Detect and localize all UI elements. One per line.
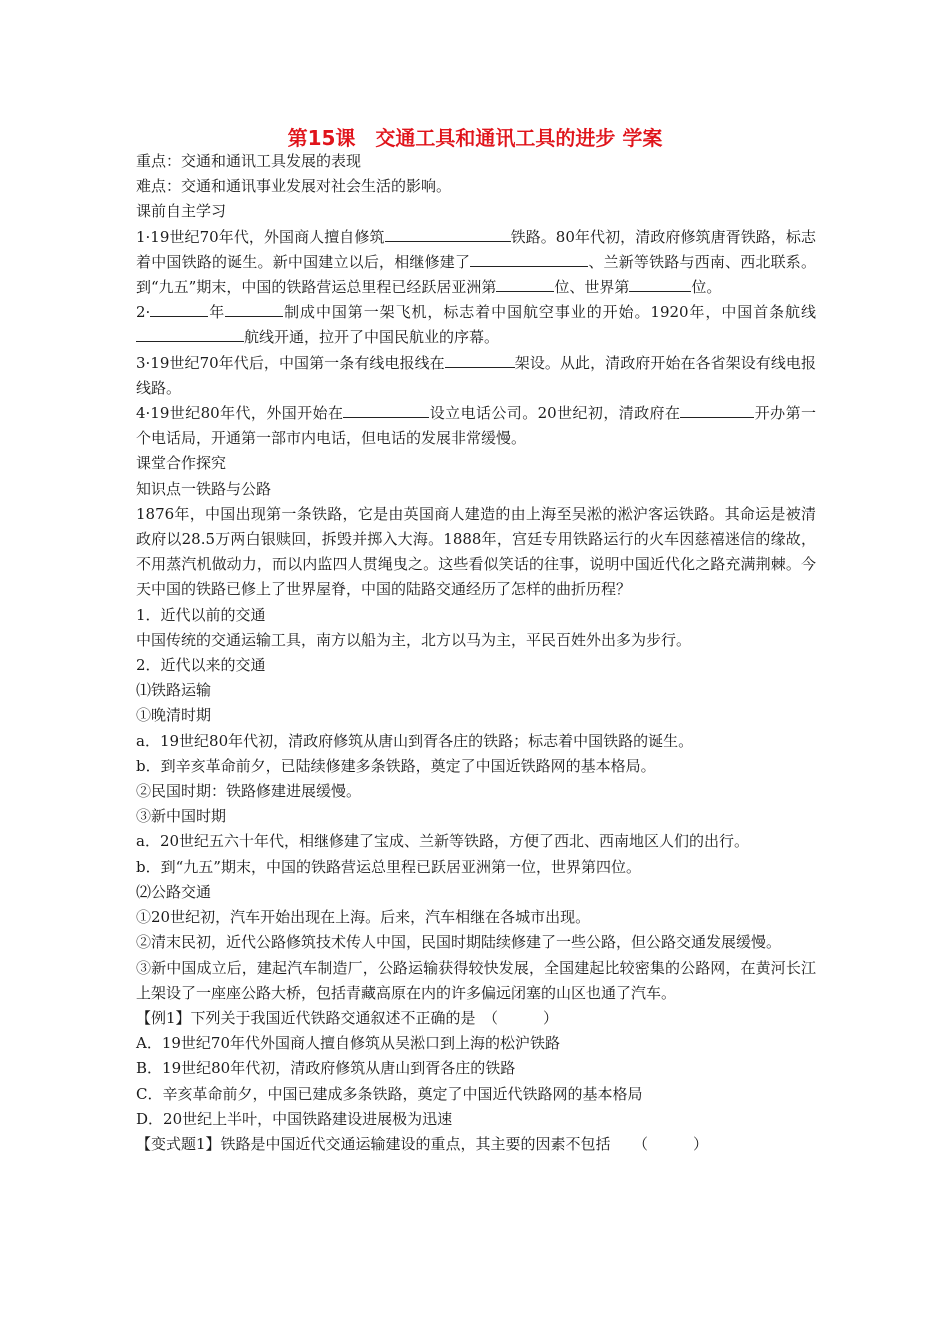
text-line: 中国传统的交通运输工具，南方以船为主，北方以马为主，平民百姓外出多为步行。 [136,630,692,649]
text-line: ②清末民初，近代公路修筑技术传人中国，民国时期陆续修建了一些公路，但公路交通发展缓慢。 [136,933,782,952]
question-4: 4·19世纪80年代，外国开始在 设立电话公司。20世纪初，清政府在 开办第一个电话局，开通第一部市内电话，但电话的发展非常缓慢。 [136,401,816,451]
section-heading-pre-study: 课前自主学习 [136,202,227,221]
fill-blank[interactable] [150,300,208,317]
fill-blank[interactable] [445,351,515,368]
text-line: 2．近代以来的交通 [136,656,266,675]
document-body [136,149,816,1157]
fill-blank[interactable] [385,225,511,242]
question-1: 1·19世纪70年代，外国商人擅自修筑 铁路。80年代初，清政府修筑唐胥铁路，标志着中国铁路的诞生。新中国建立以后，相继修建了 、兰新等铁路与西南、西北联系。到“九五”期末，中国的铁路营运总里程已经跃居亚洲第 位、世界第 位。 [136,225,816,301]
question-2: 2· 年 制成中国第一架飞机，标志着中国航空事业的开始。1920年，中国首条航线航线开通，拉开了中国民航业的序幕。 [136,300,816,350]
option-d[interactable]: D．20世纪上半叶，中国铁路建设进展极为迅速 [136,1109,453,1128]
text-line: ②民国时期：铁路修建进展缓慢。 [136,782,362,801]
page-title: 第15课 交通工具和通讯工具的进步 学案 [287,126,663,150]
fill-blank[interactable] [225,300,283,317]
focus-line: 重点：交通和通讯工具发展的表现 [136,152,362,170]
variant-question-1: 【变式题1】铁路是中国近代交通运输建设的重点，其主要的因素不包括 （ ） [136,1134,709,1153]
fill-blank[interactable] [470,250,588,267]
fill-blank[interactable] [343,401,429,418]
text-line: b．到“九五”期末，中国的铁路营运总里程已跃居亚洲第一位，世界第四位。 [136,857,641,876]
example-1-question: 【例1】下列关于我国近代铁路交通叙述不正确的是 （ ） [136,1008,559,1027]
text-line: ③新中国成立后，建起汽车制造厂，公路运输获得较快发展，全国建起比较密集的公路网，在黄河长江上架设了一座座公路大桥，包括青藏高原在内的许多偏远闭塞的山区也通了汽车。 [136,958,816,1002]
fill-blank[interactable] [136,326,244,343]
option-b[interactable]: B．19世纪80年代初，清政府修筑从唐山到胥各庄的铁路 [136,1059,516,1078]
text-line: b．到辛亥革命前夕，已陆续修建多条铁路，奠定了中国近铁路网的基本格局。 [136,756,656,775]
text-line: 1．近代以前的交通 [136,605,266,624]
fill-blank[interactable] [496,275,554,292]
intro-paragraph: 1876年，中国出现第一条铁路，它是由英国商人建造的由上海至吴淞的淞沪客运铁路。其命运是被清政府以28.5万两白银赎回，拆毁并掷入大海。1888年，宫廷专用铁路运行的火车因慈禧迷信的缘故，不用蒸汽机做动力，而以内监四人贯绳曳之。这些看似笑话的往事，说明中国近代化之路充满荆棘。今天中国的铁路已修上了世界屋脊，中国的陆路交通经历了怎样的曲折历程？ [136,504,816,599]
text-line: a．20世纪五六十年代，相继修建了宝成、兰新等铁路，方便了西北、西南地区人们的出行。 [136,832,750,851]
text-line: ③新中国时期 [136,807,227,826]
text-line: ⑴铁路运输 [136,681,212,700]
section-heading-class-study: 课堂合作探究 [136,454,227,473]
text-line: ⑵公路交通 [136,882,212,901]
knowledge-point-heading: 知识点一铁路与公路 [136,479,272,498]
text-line: ①20世纪初，汽车开始出现在上海。后来，汽车相继在各城市出现。 [136,908,591,927]
difficulty-line: 难点：交通和通讯事业发展对社会生活的影响。 [136,177,452,196]
fill-blank[interactable] [629,275,691,292]
fill-blank[interactable] [680,401,754,418]
text-line: a．19世纪80年代初，清政府修筑从唐山到胥各庄的铁路；标志着中国铁路的诞生。 [136,731,694,750]
text-line: ①晚清时期 [136,706,212,725]
option-c[interactable]: C．辛亥革命前夕，中国已建成多条铁路，奠定了中国近代铁路网的基本格局 [136,1084,643,1103]
question-3: 3·19世纪70年代后，中国第一条有线电报线在 架设。从此，清政府开始在各省架设有线电报线路。 [136,351,816,401]
option-a[interactable]: A．19世纪70年代外国商人擅自修筑从吴淞口到上海的松沪铁路 [136,1034,561,1053]
